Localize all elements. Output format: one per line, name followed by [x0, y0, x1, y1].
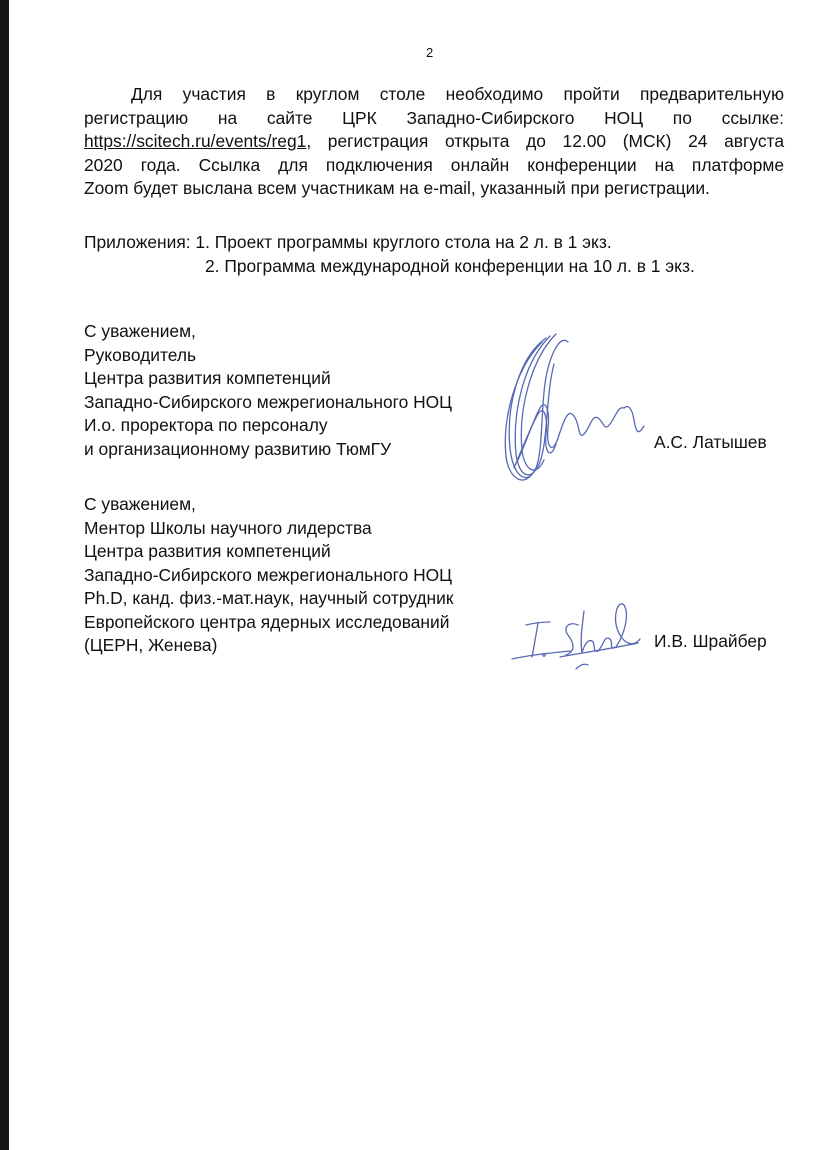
- registration-link[interactable]: https://scitech.ru/events/reg1: [84, 131, 307, 151]
- page-left-edge: [0, 0, 9, 1150]
- paragraph-line-5: Zoom будет выслана всем участникам на e-mail, указанный при регистрации.: [84, 178, 710, 198]
- signoff-2-line: Западно-Сибирского межрегионального НОЦ: [84, 564, 453, 585]
- paragraph-line-1: Для участия в круглом столе необходимо пройти предварительную: [131, 84, 784, 104]
- signoff-1-line: Западно-Сибирского межрегионального НОЦ: [84, 391, 453, 412]
- signoff-2-line: С уважением,: [84, 494, 196, 514]
- attachment-item-2: 2. Программа международной конференции на 10 л. в 1 экз.: [205, 255, 695, 276]
- paragraph-line-4: 2020 года. Ссылка для подключения онлайн конференции на платформе: [84, 154, 784, 175]
- registration-paragraph: [84, 83, 784, 201]
- attachment-item-1-text: 1. Проект программы круглого стола на 2 л. в 1 экз.: [195, 232, 612, 252]
- paragraph-line-3-rest: , регистрация открыта до 12.00 (МСК) 24 августа: [306, 131, 784, 151]
- signoff-1-line: С уважением,: [84, 321, 196, 341]
- signoff-1-line: Руководитель: [84, 344, 197, 365]
- attachments-label: Приложения:: [84, 232, 191, 252]
- attachments-list: [84, 231, 784, 278]
- attachment-item-1: [84, 231, 784, 255]
- paragraph-line-2: регистрацию на сайте ЦРК Западно-Сибирского НОЦ по ссылке:: [84, 107, 784, 128]
- paragraph-line-3: [84, 130, 784, 154]
- signoff-block-1: [84, 320, 524, 461]
- page-number: 2: [426, 45, 434, 60]
- signer-name-shraiber: И.В. Шрайбер: [654, 631, 767, 651]
- signoff-1-line: И.о. проректора по персоналу: [84, 415, 328, 435]
- signoff-1-line: Центра развития компетенций: [84, 368, 331, 388]
- signoff-block-2: [84, 493, 524, 658]
- signoff-2-line: (ЦЕРН, Женева): [84, 635, 218, 655]
- signoff-2-line: Европейского центра ядерных исследований: [84, 611, 450, 632]
- signoff-2-line: Центра развития компетенций: [84, 541, 331, 561]
- signer-name-latyshev: А.С. Латышев: [654, 432, 767, 452]
- signoff-2-line: Ментор Школы научного лидерства: [84, 517, 372, 538]
- signoff-1-line: и организационному развитию ТюмГУ: [84, 438, 392, 459]
- signature-shraiber: [500, 595, 650, 677]
- signature-latyshev: [488, 328, 658, 490]
- signoff-2-line: Ph.D, канд. физ.-мат.наук, научный сотрудник: [84, 588, 454, 608]
